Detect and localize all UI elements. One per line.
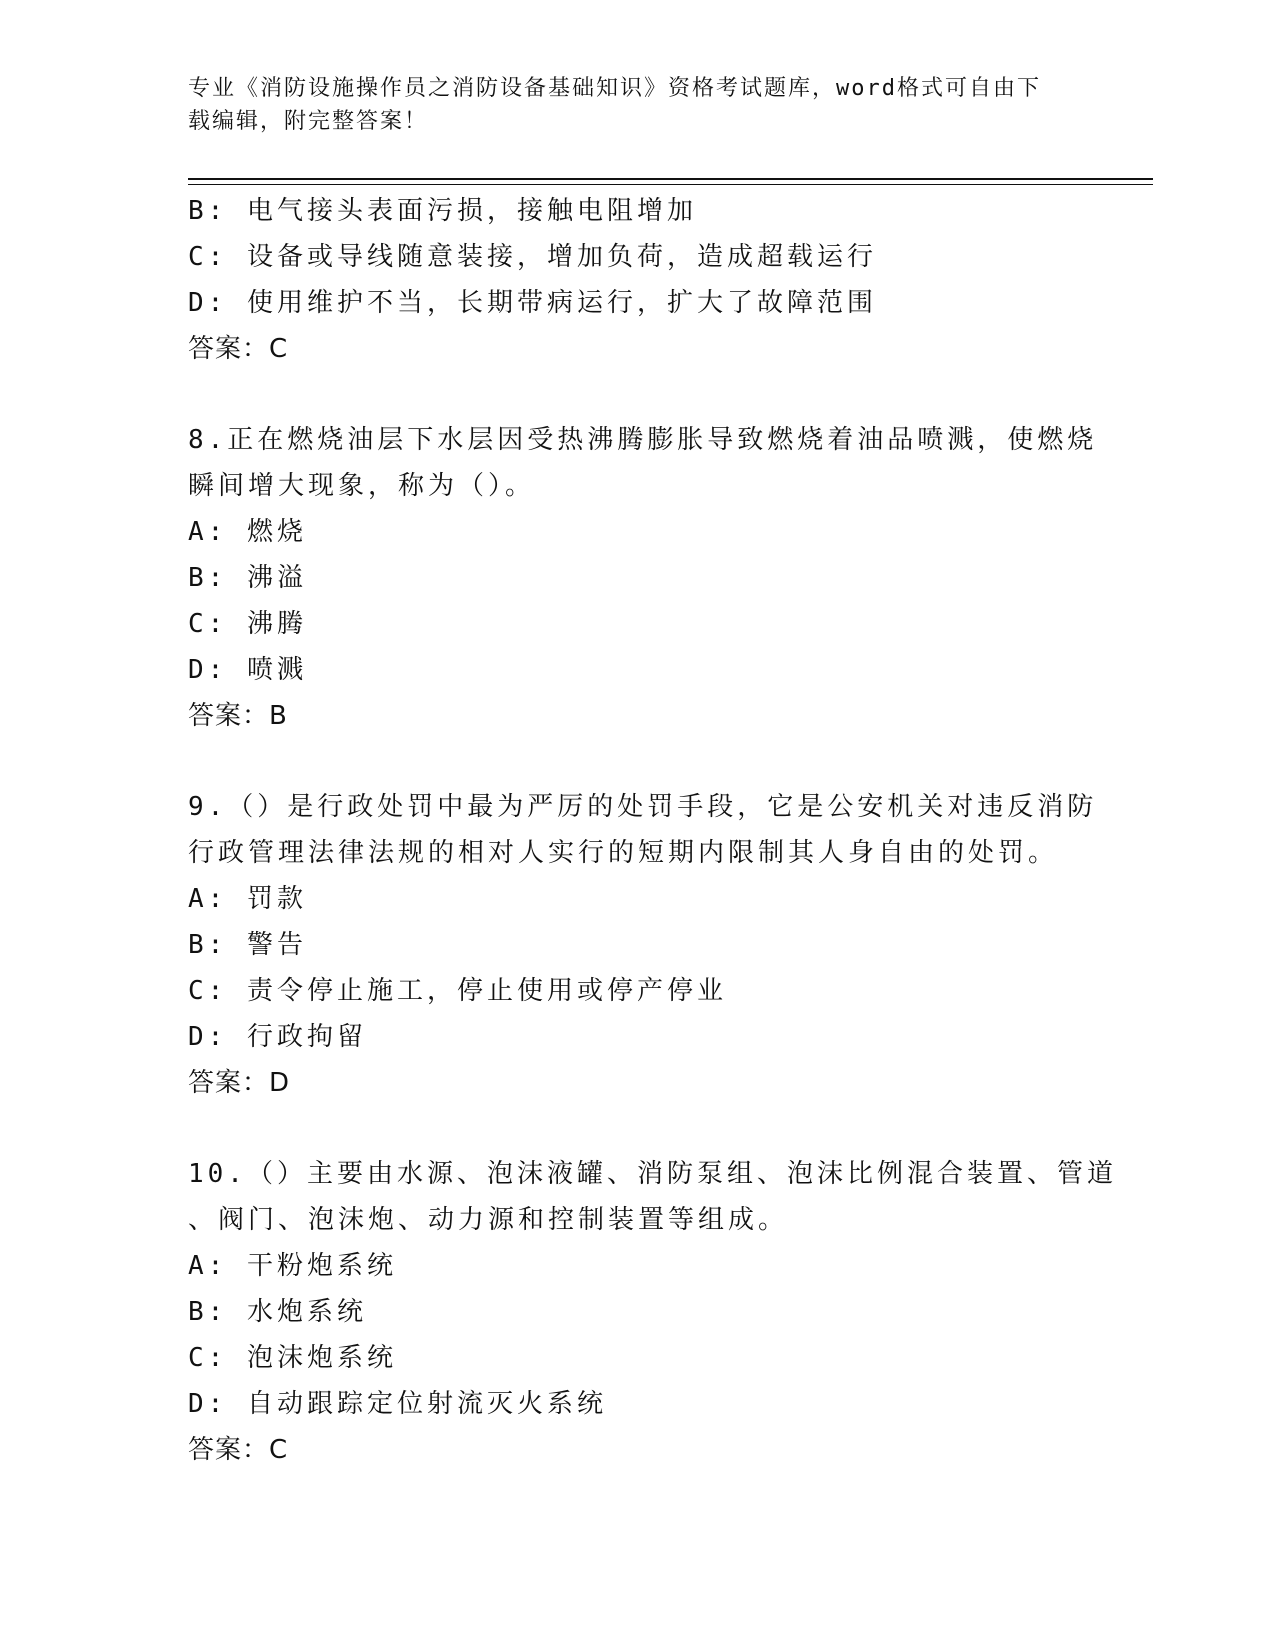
option-c: C: 责令停止施工，停止使用或停产停业 bbox=[188, 976, 727, 1006]
question-10 bbox=[188, 1151, 1117, 1473]
option-a: A: 燃烧 bbox=[188, 517, 307, 547]
option-c: C: 设备或导线随意装接，增加负荷，造成超载运行 bbox=[188, 242, 877, 272]
option-b: B: 水炮系统 bbox=[188, 1297, 367, 1327]
option-d: D: 喷溅 bbox=[188, 655, 307, 685]
question-list bbox=[188, 188, 1117, 1473]
option-b: B: 沸溢 bbox=[188, 563, 307, 593]
option-b: B: 警告 bbox=[188, 930, 307, 960]
option-c: C: 沸腾 bbox=[188, 609, 307, 639]
question-stem-line-2: 瞬间增大现象，称为（）。 bbox=[188, 471, 536, 501]
answer-line: 答案：D bbox=[188, 1068, 291, 1098]
option-a: A: 罚款 bbox=[188, 884, 307, 914]
document-header bbox=[188, 72, 1068, 138]
question-stem-line-1: 8.正在燃烧油层下水层因受热沸腾膨胀导致燃烧着油品喷溅，使燃烧 bbox=[188, 425, 1098, 455]
option-c: C: 泡沫炮系统 bbox=[188, 1343, 397, 1373]
question-9 bbox=[188, 784, 1098, 1106]
header-line-1: 专业《消防设施操作员之消防设备基础知识》资格考试题库，word格式可自由下 bbox=[188, 76, 1041, 101]
question-stem-line-2: 行政管理法律法规的相对人实行的短期内限制其人身自由的处罚。 bbox=[188, 838, 1059, 868]
answer-line: 答案：C bbox=[188, 1435, 289, 1465]
header-divider-thick bbox=[188, 178, 1153, 180]
spacer bbox=[188, 372, 1088, 417]
option-d: D: 使用维护不当，长期带病运行，扩大了故障范围 bbox=[188, 288, 877, 318]
answer-line: 答案：C bbox=[188, 334, 289, 364]
spacer bbox=[188, 739, 1088, 784]
header-line-2: 载编辑，附完整答案！ bbox=[188, 109, 429, 134]
question-stem-line-1: 10.（）主要由水源、泡沫液罐、消防泵组、泡沫比例混合装置、管道 bbox=[188, 1159, 1117, 1189]
question-7-continued bbox=[188, 188, 1088, 372]
answer-line: 答案：B bbox=[188, 701, 288, 731]
question-8 bbox=[188, 417, 1098, 739]
question-stem-line-2: 、阀门、泡沫炮、动力源和控制装置等组成。 bbox=[188, 1205, 789, 1235]
option-a: A: 干粉炮系统 bbox=[188, 1251, 397, 1281]
header-divider-thin bbox=[188, 184, 1153, 185]
option-d: D: 行政拘留 bbox=[188, 1022, 367, 1052]
question-stem-line-1: 9.（）是行政处罚中最为严厉的处罚手段，它是公安机关对违反消防 bbox=[188, 792, 1098, 822]
option-d: D: 自动跟踪定位射流灭火系统 bbox=[188, 1389, 607, 1419]
spacer bbox=[188, 1106, 1088, 1151]
option-b: B: 电气接头表面污损，接触电阻增加 bbox=[188, 196, 697, 226]
